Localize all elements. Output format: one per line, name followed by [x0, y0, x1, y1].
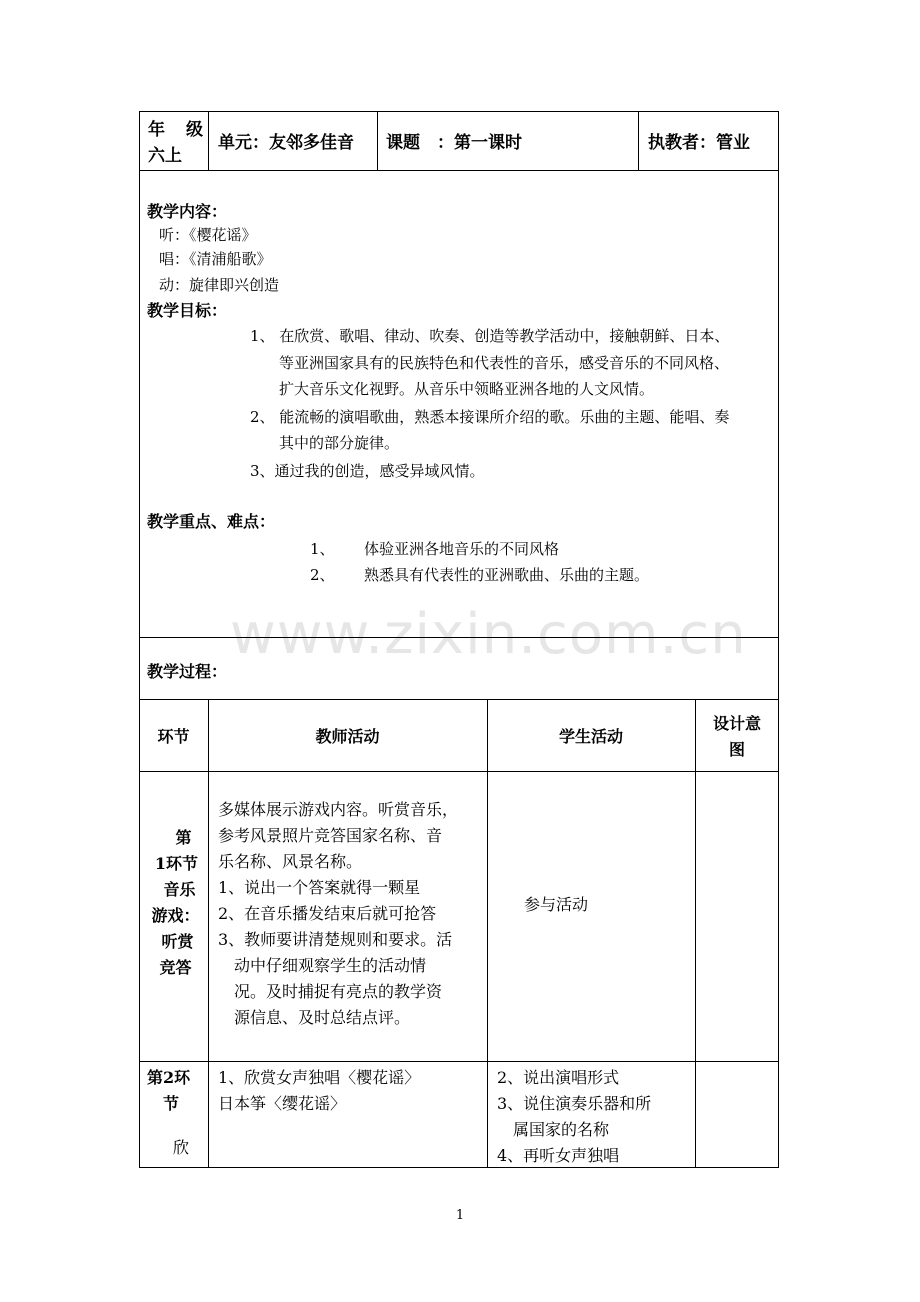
goal-item: 扩大音乐文化视野。从音乐中领略亚洲各地的人文风情。: [279, 380, 655, 398]
content-heading: 教学内容：: [147, 202, 228, 221]
goal-item: 2、 能流畅的演唱歌曲，熟悉本接课所介绍的歌。乐曲的主题、能唱、奏: [250, 408, 730, 426]
key-point-number: 2、: [310, 566, 335, 584]
process-heading-row: [139, 637, 779, 700]
row2-teacher-activity: 1、欣赏女声独唱〈樱花谣〉 日本筝〈缨花谣〉: [218, 1068, 421, 1113]
column-header-student: 学生活动: [558, 727, 623, 746]
row2-student-activity: 2、说出演唱形式 3、说住演奏乐器和所 属国家的名称 4、再听女声独唱: [497, 1068, 652, 1165]
teacher-label: 执教者：管业: [648, 133, 750, 153]
key-points-heading: 教学重点、难点：: [147, 512, 276, 531]
goals-heading: 教学目标：: [147, 301, 228, 320]
grade-label: 年 级: [148, 120, 205, 140]
goal-item: 其中的部分旋律。: [279, 434, 400, 452]
page-number: 1: [455, 1208, 465, 1223]
goal-item: 等亚洲国家具有的民族特色和代表性的音乐，感受音乐的不同风格、: [279, 354, 730, 372]
unit-label: 单元：友邻多佳音: [218, 133, 354, 153]
row1-stage: 第 1环节 音乐 游戏： 听赏 竞答: [151, 828, 200, 977]
row1-teacher-activity: 多媒体展示游戏内容。听赏音乐， 参考风景照片竞答国家名称、音 乐名称、风景名称。 1、说出一个答案就得一颗星 2、在音乐播发结束后就可抢答 3、教师要讲清楚规则和要求。活 动中仔细观察学生的活动情 况。及时捕捉有亮点的教学资 源信息、及时总结点评。: [218, 800, 459, 1027]
content-item: 动：旋律即兴创造: [159, 276, 280, 294]
column-header-design: 设计意: [712, 714, 761, 733]
column-header-stage: 环节: [157, 727, 190, 746]
content-item: 听：《樱花谣》: [159, 226, 257, 244]
key-point-number: 1、: [310, 540, 335, 558]
topic-label: 课题 ：第一课时: [386, 133, 522, 153]
column-header-teacher: 教师活动: [315, 727, 380, 746]
key-point-text: 体验亚洲各地音乐的不同风格: [364, 540, 560, 558]
watermark: www.zixin.com.cn: [230, 602, 747, 667]
content-item: 唱：《清浦船歌》: [159, 250, 272, 268]
key-point-text: 熟悉具有代表性的亚洲歌曲、乐曲的主题。: [364, 566, 650, 584]
goal-item: 3、通过我的创造，感受异域风情。: [250, 462, 485, 480]
row1-student-activity: 参与活动: [524, 895, 589, 914]
goal-item: 1、 在欣赏、歌唱、律动、吹奏、创造等教学活动中，接触朝鲜、日本、: [250, 327, 730, 345]
row2-stage: 第2环 节 欣: [147, 1068, 191, 1157]
grade-value: 六上: [148, 146, 182, 166]
process-heading: 教学过程：: [147, 662, 228, 681]
column-header-design: 图: [728, 740, 745, 759]
